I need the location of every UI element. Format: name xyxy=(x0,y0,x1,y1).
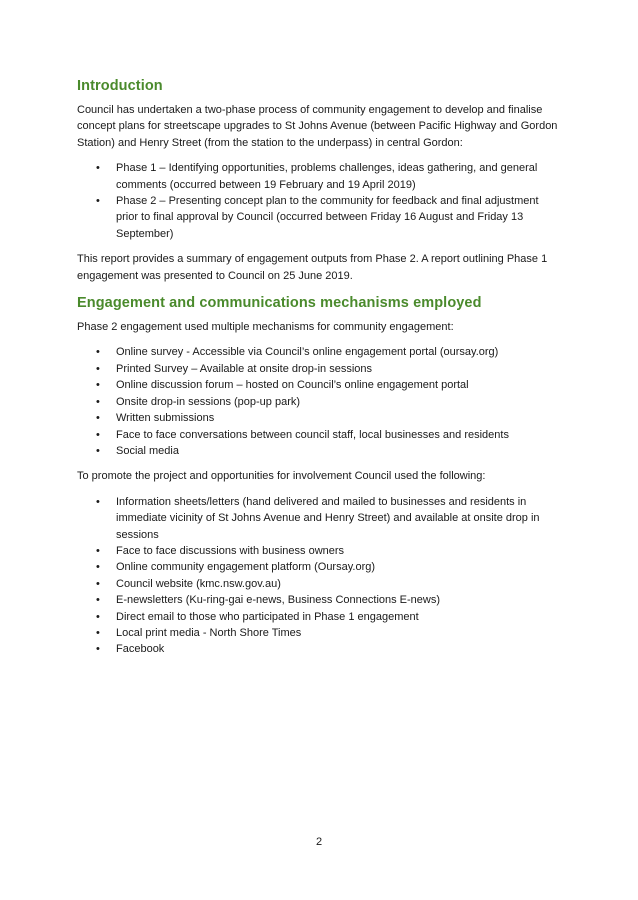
mechanisms-list xyxy=(77,344,563,459)
bullet-icon: • xyxy=(96,379,100,392)
bullet-icon: • xyxy=(96,610,100,623)
bullet-icon: • xyxy=(96,346,100,359)
list-item xyxy=(77,592,563,608)
intro-paragraph: Council has undertaken a two-phase process of community engagement to develop and finalise concept plans for streetscape upgrades to St Johns Avenue (between Pacific Highway and Gordon Station) and Henry Street (from the station to the underpass) in central Gordon: xyxy=(77,104,558,149)
list-item-text: Phase 1 – Identifying opportunities, problems challenges, ideas gathering, and general comments (occurred between 19 February and 19 April 2019) xyxy=(116,162,538,191)
list-item xyxy=(77,160,563,193)
list-item xyxy=(77,543,563,559)
bullet-icon: • xyxy=(96,594,100,607)
bullet-icon: • xyxy=(96,428,100,441)
list-item-text: Local print media - North Shore Times xyxy=(116,626,302,639)
list-item-text: Face to face discussions with business owners xyxy=(116,544,345,557)
bullet-icon: • xyxy=(96,412,100,425)
list-item-text: E-newsletters (Ku-ring-gai e-news, Business Connections E-news) xyxy=(116,594,441,607)
heading-introduction: Introduction xyxy=(77,78,163,94)
list-item xyxy=(77,576,563,592)
bullet-icon: • xyxy=(96,643,100,656)
list-item xyxy=(77,427,563,443)
bullet-icon: • xyxy=(96,544,100,557)
list-item-text: Information sheets/letters (hand delivered and mailed to businesses and residents in immediate vicinity of St Johns Avenue and Henry Street) and available at onsite drop in sessions xyxy=(116,495,540,541)
list-item-text: Phase 2 – Presenting concept plan to the community for feedback and final adjustment prior to final approval by Council (occurred between Friday 16 August and Friday 13 September) xyxy=(116,195,539,240)
heading-engagement-mechanisms: Engagement and communications mechanisms employed xyxy=(77,295,482,312)
bullet-icon: • xyxy=(96,495,100,508)
list-item xyxy=(77,443,563,459)
bullet-icon: • xyxy=(96,195,100,208)
list-item xyxy=(77,394,563,410)
list-item xyxy=(77,641,563,657)
page-number: 2 xyxy=(315,836,323,848)
list-item xyxy=(77,193,563,242)
list-item-text: Online discussion forum – hosted on Council’s online engagement portal xyxy=(116,379,469,392)
promotion-list xyxy=(77,494,563,658)
list-item xyxy=(77,361,563,377)
list-item xyxy=(77,377,563,393)
list-item-text: Direct email to those who participated in Phase 1 engagement xyxy=(116,610,419,623)
bullet-icon: • xyxy=(96,444,100,457)
bullet-icon: • xyxy=(96,577,100,590)
page-content xyxy=(77,76,563,667)
list-item xyxy=(77,410,563,426)
list-item xyxy=(77,344,563,360)
bullet-icon: • xyxy=(96,561,100,574)
list-item-text: Written submissions xyxy=(116,412,215,425)
list-item xyxy=(77,559,563,575)
list-item-text: Social media xyxy=(116,444,179,457)
phase-list xyxy=(77,160,563,242)
list-item-text: Online community engagement platform (Oursay.org) xyxy=(116,561,376,574)
list-item xyxy=(77,625,563,641)
bullet-icon: • xyxy=(96,395,100,408)
list-item-text: Council website (kmc.nsw.gov.au) xyxy=(116,577,281,590)
list-item xyxy=(77,494,563,543)
list-item-text: Facebook xyxy=(116,643,165,656)
bullet-icon: • xyxy=(96,626,100,639)
list-item xyxy=(77,609,563,625)
report-summary-paragraph: This report provides a summary of engagement outputs from Phase 2. A report outlining Phase 1 engagement was presented to Council on 25 June 2019. xyxy=(77,253,548,282)
bullet-icon: • xyxy=(96,162,100,175)
promotion-intro-paragraph: To promote the project and opportunities for involvement Council used the following: xyxy=(77,470,486,483)
list-item-text: Face to face conversations between council staff, local businesses and residents xyxy=(116,428,509,441)
bullet-icon: • xyxy=(96,362,100,375)
list-item-text: Online survey - Accessible via Council’s online engagement portal (oursay.org) xyxy=(116,346,499,359)
mechanisms-intro-paragraph: Phase 2 engagement used multiple mechanisms for community engagement: xyxy=(77,321,454,334)
list-item-text: Onsite drop-in sessions (pop-up park) xyxy=(116,395,301,408)
list-item-text: Printed Survey – Available at onsite drop-in sessions xyxy=(116,362,372,375)
